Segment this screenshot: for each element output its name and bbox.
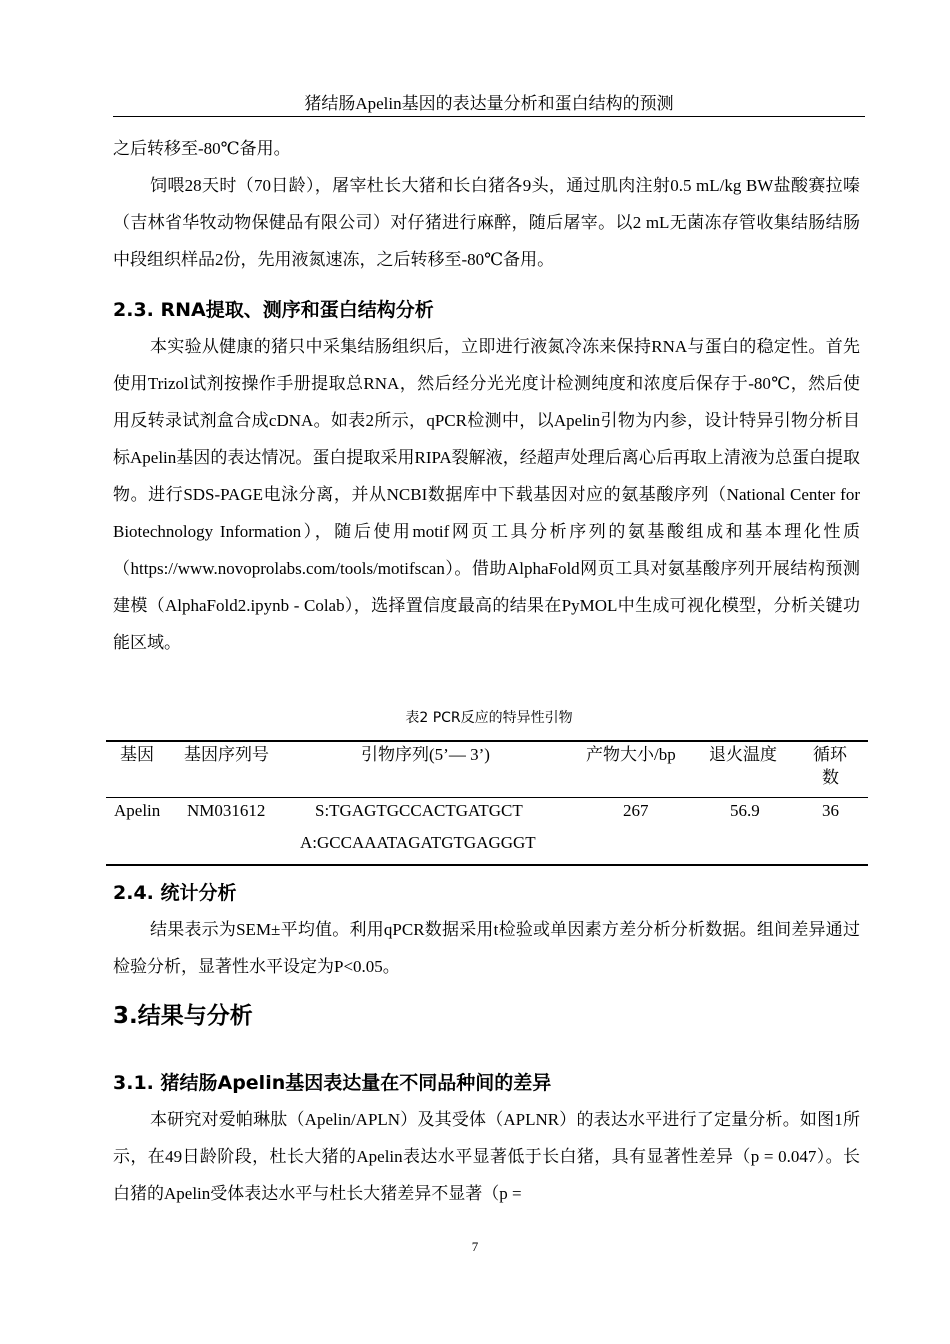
- page-number: 7: [471, 1239, 479, 1254]
- cell-cycles: 36: [822, 801, 839, 820]
- header-cycles-line-1: 循环: [813, 745, 847, 764]
- table-bottom-rule: [106, 864, 868, 866]
- heading-2-3: 2.3. RNA提取、测序和蛋白结构分析: [113, 299, 434, 321]
- heading-3: 3.结果与分析: [113, 1003, 253, 1029]
- header-accession: 基因序列号: [184, 745, 269, 764]
- cell-annealing-temp: 56.9: [730, 801, 760, 820]
- paragraph-rna-extraction: 本实验从健康的猪只中采集结肠组织后，立即进行液氮冷冻来保持RNA与蛋白的稳定性。首先使用Trizol试剂按操作手册提取总RNA，然后经分光光度计检测纯度和浓度后保存于-80℃，然后使用反转录试剂盒合成cDNA。如表2所示，qPCR检测中，以Apelin引物为内参，设计特异引物分析目标Apelin基因的表达情况。蛋白提取采用RIPA裂解液，经超声处理后离心后再取上清液为总蛋白提取物。进行SDS-PAGE电泳分离，并从NCBI数据库中下载基因对应的氨基酸序列（National Center for Biotechnology Information），随后使用motif网页工具分析序列的氨基酸组成和基本理化性质（https://www.novoprolabs.com/tools/motifscan）。借助AlphaFold网页工具对氨基酸序列开展结构预测建模（AlphaFold2.ipynb - Colab），选择置信度最高的结果在PyMOL中生成可视化模型，分析关键功能区域。: [113, 337, 860, 652]
- header-primer: 引物序列(5’— 3’): [361, 745, 490, 764]
- cell-accession: NM031612: [187, 801, 266, 820]
- table-top-rule: [106, 740, 868, 742]
- cell-primer-sense: S:TGAGTGCCACTGATGCT: [315, 801, 523, 820]
- heading-2-4: 2.4. 统计分析: [113, 882, 237, 904]
- paragraph-feeding: 饲喂28天时（70日龄），屠宰杜长大猪和长白猪各9头，通过肌肉注射0.5 mL/kg BW盐酸赛拉嗪（吉林省华牧动物保健品有限公司）对仔猪进行麻醉，随后屠宰。以2 mL无菌冻存管收集结肠结肠中段组织样品2份，先用液氮速冻，之后转移至-80℃备用。: [113, 176, 860, 269]
- cell-primer-antisense: A:GCCAAATAGATGTGAGGGT: [300, 833, 536, 852]
- table-caption: 表2 PCR反应的特异性引物: [405, 710, 573, 726]
- cell-gene: Apelin: [114, 801, 161, 820]
- header-gene: 基因: [120, 745, 154, 764]
- paragraph-results: 本研究对爱帕琳肽（Apelin/APLN）及其受体（APLNR）的表达水平进行了定量分析。如图1所示，在49日龄阶段，杜长大猪的Apelin表达水平显著低于长白猪，具有显著性差异（p = 0.047）。长白猪的Apelin受体表达水平与杜长大猪差异不显著（p =: [113, 1110, 860, 1203]
- cell-product-size: 267: [623, 801, 649, 820]
- table-header-rule: [106, 797, 868, 798]
- paragraph-continuation: 之后转移至-80℃备用。: [113, 139, 291, 158]
- header-rule: [113, 116, 865, 117]
- paragraph-statistics: 结果表示为SEM±平均值。利用qPCR数据采用t检验或单因素方差分析分析数据。组间差异通过检验分析，显著性水平设定为P<0.05。: [113, 920, 860, 976]
- running-header: 猪结肠Apelin基因的表达量分析和蛋白结构的预测: [304, 94, 674, 113]
- header-product-size: 产物大小/bp: [586, 745, 676, 764]
- header-annealing-temp: 退火温度: [709, 745, 777, 764]
- heading-3-1: 3.1. 猪结肠Apelin基因表达量在不同品种间的差异: [113, 1072, 552, 1094]
- header-cycles-line-2: 数: [822, 768, 839, 787]
